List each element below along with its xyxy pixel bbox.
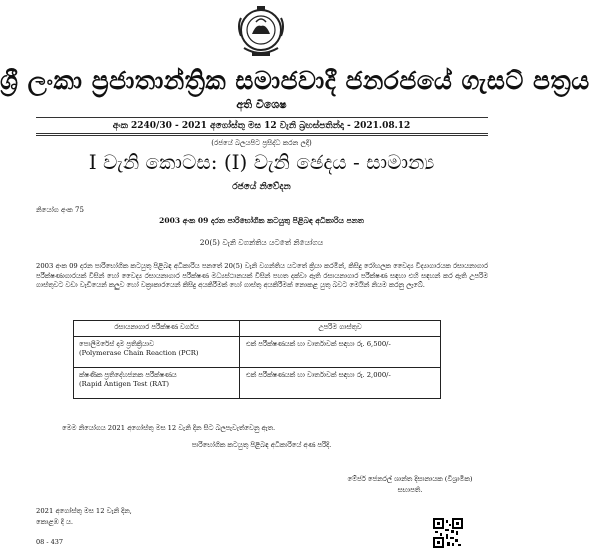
authority-order-note: පාරිභෝගික කටයුතු පිළිබඳ අධිකාරියේ අණ පරිදි. — [191, 441, 332, 449]
signatory-name: මේජර් ජෙනරල් ශාන්ත දිසානායක (විශ්‍රාමික) — [347, 475, 473, 483]
signatory-block — [320, 474, 500, 496]
part-subtitle: රජයේ නිවේදන — [232, 182, 291, 192]
divider-bottom — [36, 133, 488, 134]
page-code: 08 - 437 — [36, 538, 64, 546]
issue-date: 2021 අගෝස්තු මස 12 වැනි දින, — [36, 507, 132, 515]
notification-number: නියෝග අංක 75 — [36, 206, 84, 214]
test-name-cell — [74, 368, 240, 399]
issue-place: කොළඹ දී ය. — [36, 518, 73, 526]
fee-cell: එක් පරීක්ෂණයක් හා වාර්තාවක් සඳහා රු. 6,500/- — [240, 337, 441, 368]
extraordinary-label: අති විශෙෂ — [236, 98, 287, 111]
test-name-sinhala: පොලිමරේස් දාම ප්‍රතික්‍රියාව — [79, 340, 155, 348]
test-name-english: (Rapid Antigen Test (RAT) — [79, 380, 170, 388]
gazette-masthead: ශ්‍රී ලංකා ප්‍රජාතාන්ත්‍රික සමාජවාදී ජනරජයේ ගැසට් පත්‍රය — [0, 66, 590, 95]
qr-code-icon — [433, 518, 463, 548]
fees-table — [73, 320, 441, 399]
fee-cell: එක් පරීක්ෂණයක් හා වාර්තාවක් සඳහා රු. 2,000/- — [240, 368, 441, 399]
effective-date-note: මෙම නියෝගය 2021 අගෝස්තු මස 12 වැනි දින සිට බලපැවැත්වෙනු ඇත. — [62, 424, 276, 432]
gazette-number: අංක 2240/30 - 2021 අගෝස්තු මස 12 වැනි බ්‍රහස්පතින්දා - 2021.08.12 — [112, 121, 411, 131]
notice-body: 2003 අංක 09 දරන පාරිභෝගික කටයුතු පිළිබඳ අධිකාරිය පනතේ 20(5) වැනි වගන්තිය යටතේ ක්‍රියා කරමින්, කිසිදු රෝහලක වෛද්‍ය විද්‍යාගාරයක රසායනාගාර පරීක්ෂණාගාරයක් විසින් හෝ වෛද්‍ය රසායනාගාර පරීක්ෂණ මධ්‍යස්ථානයක් විසින් පහත දක්වා ඇති රසායනාගාර පරීක්ෂණ සඳහා එහි සඳහන් කර ඇති උපරිම ගාස්තුවට වඩා වැඩියෙන් කලුව හෝ වක්‍රාකාරයෙන් කිසිදු අයකිරීමක් හෝ ගාස්තු අයකිරීමක් නොකළ යුතු බවට මෙයින් නියම කරනු ලැබේ. — [36, 262, 488, 289]
table-row — [74, 337, 441, 368]
test-name-sinhala: ක්ෂණික ප්‍රතිදේහජනක පරීක්ෂණය — [79, 371, 177, 379]
part-title: I වැනි කොටස: (I) වැනි ඡෙදය - සාමාන්‍ය — [88, 150, 435, 174]
divider-bottom-double — [36, 135, 488, 136]
table-header-row — [74, 321, 441, 337]
act-title: 2003 අංක 09 දරන පාරිභෝගික කටයුතු පිළිබඳ අධිකාරිය පනත — [159, 216, 364, 225]
published-note: (රජයේ බලයපිට ප්‍රසිද්ධ කරන ලදී) — [211, 139, 312, 147]
signatory-title: සභාපති. — [397, 486, 423, 494]
column-header-max-fee: උපරිම ගාස්තුව — [240, 321, 441, 337]
regulation-title: 20(5) වැනි වගන්තිය යටතේ නියෝගය — [199, 238, 324, 247]
sri-lanka-emblem-icon — [230, 4, 292, 60]
column-header-test-type: රසායනාගාර පරීක්ෂණ වර්ගය — [74, 321, 240, 337]
test-name-english: (Polymerase Chain Reaction (PCR) — [79, 349, 199, 357]
divider-top — [36, 117, 488, 118]
test-name-cell — [74, 337, 240, 368]
table-row — [74, 368, 441, 399]
date-place-block — [36, 506, 132, 528]
